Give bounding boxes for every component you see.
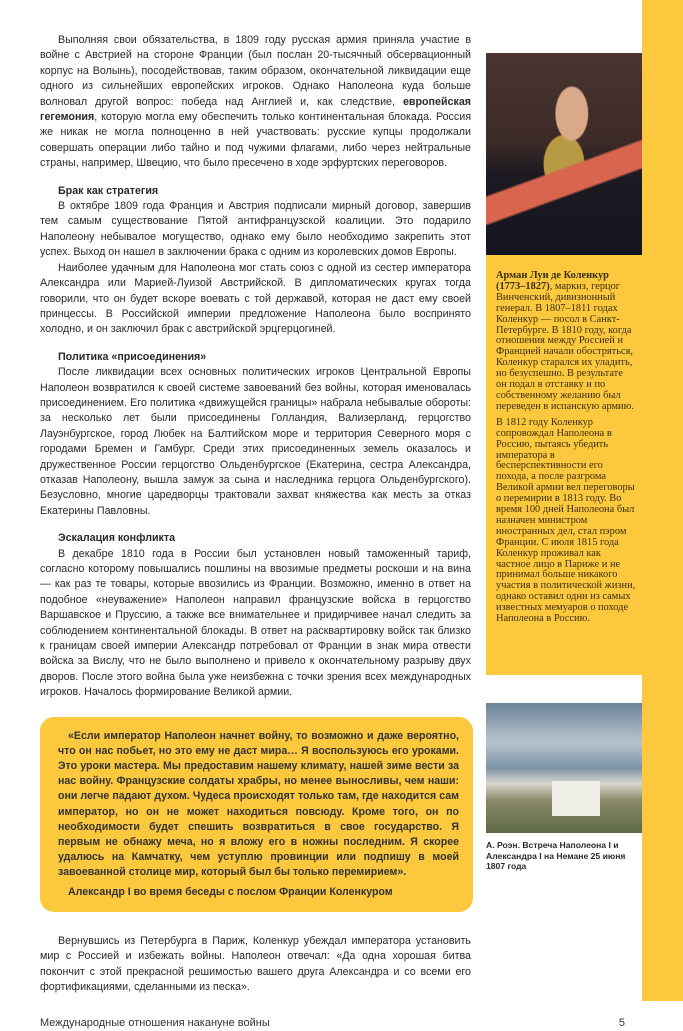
bio-name: Арман Луи де Коленкур (1773–1827)	[496, 270, 609, 292]
closing-section	[40, 934, 471, 996]
section-heading: Эскалация конфликта	[58, 532, 176, 545]
page-footer	[40, 1016, 625, 1031]
bio-text: , маркиз, герцог Винченский, дивизионный генерал. В 1807–1811 годах Коленкур — посол в Санкт-Петербурге. В 1810 году, когда отношения между Россией и Францией начали обостряться, Коленкур старался их уладить, но безуспешно. В результате он подал в отставку и по собственному желанию был переведен в испанскую армию.	[496, 280, 634, 412]
intro-bold-term: европейская гегемония	[40, 95, 471, 124]
painting-pavilion	[552, 781, 600, 816]
section-heading: Политика «присоединения»	[58, 350, 207, 363]
intro-section	[40, 33, 471, 172]
section-heading: Брак как стратегия	[58, 184, 159, 197]
caulaincourt-portrait-image	[486, 53, 642, 255]
bio-paragraph-1	[496, 271, 636, 413]
section-paragraph: После ликвидации всех основных политических игроков Центральной Европы Наполеон возвратился к своей системе завоеваний без войны, которая именовалась присоединением. Его политика «движущейся границы» набрала небывалые обороты: за несколько лет были присоединены Голландия, Вализерланд, герцогство Лауэнбургское, город Любек на Балтийском море и территория Северного моря с городами Бремен и Гамбург. Среди этих присоединенных земель оказалось и дружественное России герцогство Ольденбургское (Екатерина, сестра Александра, отказав Наполеону, вышла замуж за сына и наследника герцога Ольденбургского). Безусловно, многие царедворцы трактовали захват княжества как месть за отказ Екатерины Павловны.	[40, 366, 471, 517]
neman-meeting-painting-image	[486, 703, 642, 833]
section-escalation	[40, 531, 471, 700]
intro-text-end: , которую могла ему обеспечить только континентальная блокада. Россия же никак не могла полноценно в ней участвовать: русские купцы продолжали совершать операции либо тайно и под чужими флагами, либо через нейтральные страны, например, Швецию, что было пресечено в ходе эрфуртских переговоров.	[40, 111, 471, 170]
footer-title: Международные отношения накануне войны	[40, 1016, 270, 1029]
intro-text: Выполняя свои обязательства, в 1809 году русская армия приняла участие в войне с Австрией на стороне Франции (был послан 20-тысячный обсервационный корпус на Волынь), посодействовав, таким образом, окончательной ликвидации еще одного из сильнейших европейских игроков. Однако Наполеона куда больше волновал другой вопрос: победа над Англией и, как следствие,	[40, 34, 471, 108]
intro-paragraph	[40, 33, 471, 172]
bio-paragraph-2: В 1812 году Коленкур сопровождал Наполеона в Россию, пытаясь убедить императора в бесперспективности его похода, а после разгрома Великой армии вел переговоры о перемирии в 1813 году. Во время 100 дней Наполеона был назначен министром иностранных дел, стал пэром Франции. С июля 1815 года Коленкур проживал как частное лицо в Париже и не принимал больше никакого участия в политической жизни, однако оставил одни из самых известных мемуаров о походе Наполеона в Россию.	[496, 416, 636, 625]
section-paragraph: В октябре 1809 года Франция и Австрия подписали мирный договор, завершив тем самым существование Пятой антифранцузской коалиции. Это подарило Наполеону небывалое могущество, однако ему было необходимо закрепить этот успех. Выход он нашел в заключении брака с одним из королевских домов Европы.	[40, 200, 471, 259]
closing-paragraph: Вернувшись из Петербурга в Париж, Коленкур убеждал императора установить мир с Россией и избежать войны. Наполеон отвечал: «Да одна хорошая битва покончит с этой прекрасной решимостью вашего друга Александра и со всеми его фортификациями, сделанными из песка».	[40, 934, 471, 994]
quote-box	[40, 717, 473, 912]
page-number: 5	[618, 1016, 625, 1029]
biography-sidebar	[486, 255, 642, 675]
section-paragraph: Наиболее удачным для Наполеона мог стать союз с одной из сестер императора Александра или Марией-Луизой Австрийской. В дипломатических кругах тогда говорили, что он будет вскоре воевать с той державой, которая не даст ему своей принцессы. В Российской империи предложение Наполеона было воспринято холодно, и он заключил брак с австрийской эрцгерцогиней.	[40, 261, 471, 336]
side-column	[486, 53, 642, 872]
page-edge-accent-strip	[642, 0, 683, 1001]
painting-caption: А. Роэн. Встреча Наполеона I и Александра I на Немане 25 июня 1807 года	[486, 840, 626, 872]
section-marriage	[40, 184, 471, 338]
quote-author: Александр I во время беседы с послом Франции Коленкуром	[68, 885, 393, 898]
quote-text: «Если император Наполеон начнет войну, то возможно и даже вероятно, что он нас побьет, но это ему не даст мира… Я воспользуюсь его уроками. Это уроки мастера. Мы предоставим нашему климату, нашей зиме вести за нас войну. Французские солдаты храбры, но менее выносливы, чем наши: они легче падают духом. Чудеса происходят только там, где находится сам император, но он не может находиться повсюду. Кроме того, он по необходимости будет спешить возвратиться в свое государство. Я первым не обнажу меча, но я вложу его в ножны последним. Я скорее удалюсь на Камчатку, чем уступлю провинции или подпишу в моей завоеванной столице мир, который был бы только перемирием».	[58, 729, 459, 879]
section-annexation	[40, 350, 471, 519]
section-paragraph: В декабре 1810 года в России был установлен новый таможенный тариф, согласно которому повышались пошлины на ввозимые предметы роскоши и на вина — как раз те товары, которые ввозились из Франции. Возможно, именно в ответ на подобное «неуважение» Наполеон направил французские войска в герцогство Варшавское и Пруссию, а также все внимательнее и придирчивее начал следить за соблюдением континентальной блокады. В ответ на расквартировку войск так близко к границам своей империи Александр потребовал от Франции в знак мира отвести войска за Вислу, что не было выполнено и привело к окончательному разрыву двух дворов. После этого война была уже неизбежна с точки зрения всех международных игроков. Началось формирование Великой армии.	[40, 547, 471, 699]
